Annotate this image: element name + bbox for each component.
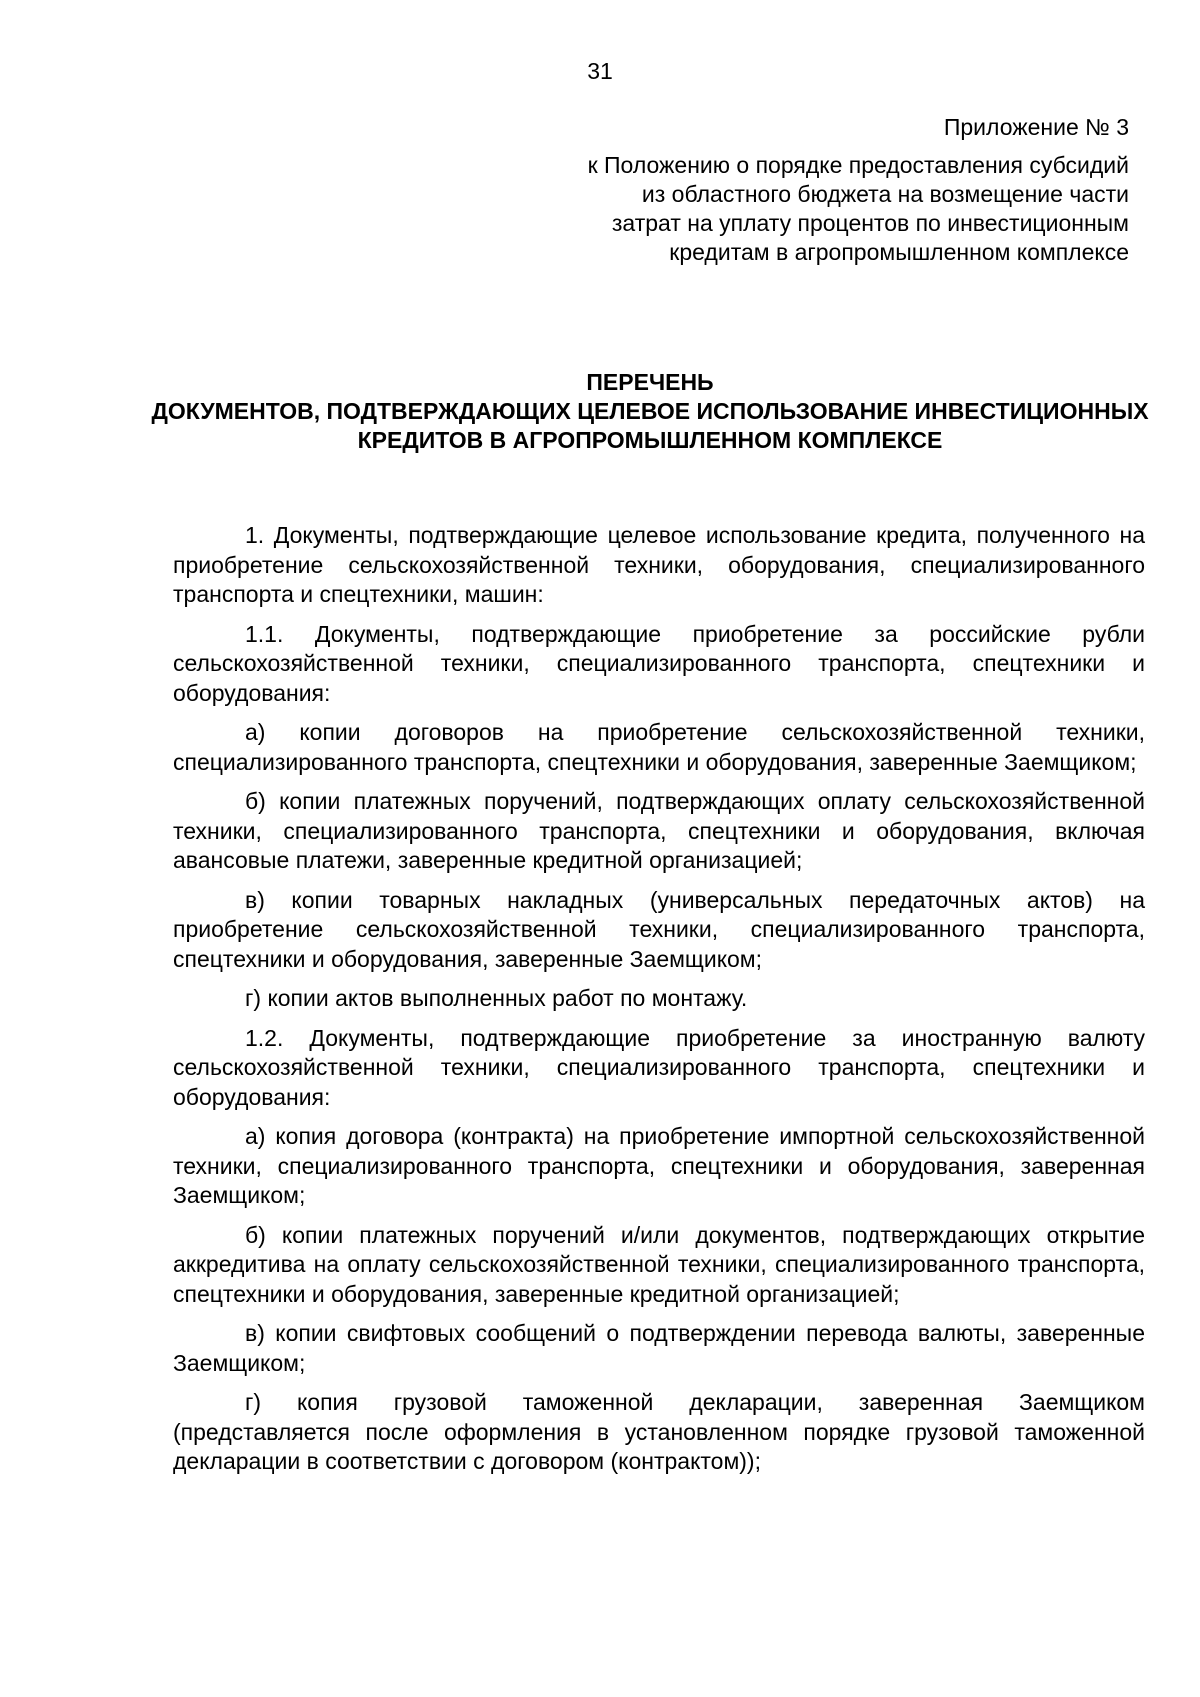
paragraph-1-1-v: в) копии товарных накладных (универсальных передаточных актов) на приобретение сельскохозяйственной техники, специализированного транспорта, спецтехники и оборудования, заверенные Заемщиком; <box>173 886 1145 972</box>
appendix-subtitle: к Положению о порядке предоставления субсидий из областного бюджета на возмещение части затрат на уплату процентов по инвестиционным кредитам в агропромышленном комплексе <box>587 152 1129 265</box>
paragraph-1-1: 1.1. Документы, подтверждающие приобретение за российские рубли сельскохозяйственной техники, специализированного транспорта, спецтехники и оборудования: <box>173 620 1145 706</box>
appendix-title: Приложение № 3 <box>943 114 1129 140</box>
paragraph-1-2-g: г) копия грузовой таможенной декларации, заверенная Заемщиком (представляется после оформления в установленном порядке грузовой таможенной декларации в соответствии с договором (контрактом)); <box>173 1389 1145 1474</box>
paragraph-1-1-g: г) копии актов выполненных работ по монтажу. <box>245 985 748 1011</box>
document-title-line2: ДОКУМЕНТОВ, ПОДТВЕРЖДАЮЩИХ ЦЕЛЕВОЕ ИСПОЛЬЗОВАНИЕ ИНВЕСТИЦИОННЫХ КРЕДИТОВ В АГРОПРОМЫШЛЕННОМ КОМПЛЕКСЕ <box>151 398 1149 453</box>
paragraph-1-1-b: б) копии платежных поручений, подтверждающих оплату сельскохозяйственной техники, специализированного транспорта, спецтехники и оборудования, включая авансовые платежи, заверенные кредитной организацией; <box>173 788 1145 873</box>
document-title-line1: ПЕРЕЧЕНЬ <box>586 369 714 395</box>
document-body <box>173 521 1145 1487</box>
paragraph-1-2-a: а) копия договора (контракта) на приобретение импортной сельскохозяйственной техники, специализированного транспорта, спецтехники и оборудования, заверенная Заемщиком; <box>173 1123 1145 1208</box>
paragraph-1-1-a: а) копии договоров на приобретение сельскохозяйственной техники, специализированного транспорта, спецтехники и оборудования, заверенные Заемщиком; <box>173 719 1145 775</box>
page-number: 31 <box>587 58 613 84</box>
document-title <box>150 368 1150 455</box>
appendix-block <box>569 113 1129 267</box>
paragraph-1-2-v: в) копии свифтовых сообщений о подтверждении перевода валюты, заверенные Заемщиком; <box>173 1320 1145 1376</box>
paragraph-1-2-b: б) копии платежных поручений и/или документов, подтверждающих открытие аккредитива на оплату сельскохозяйственной техники, специализированного транспорта, спецтехники и оборудования, заверенные кредитной организацией; <box>173 1221 1145 1307</box>
paragraph-1: 1. Документы, подтверждающие целевое использование кредита, полученного на приобретение сельскохозяйственной техники, оборудования, специализированного транспорта и спецтехники, машин: <box>173 522 1145 607</box>
paragraph-1-2: 1.2. Документы, подтверждающие приобретение за иностранную валюту сельскохозяйственной техники, специализированного транспорта, спецтехники и оборудования: <box>173 1024 1145 1110</box>
